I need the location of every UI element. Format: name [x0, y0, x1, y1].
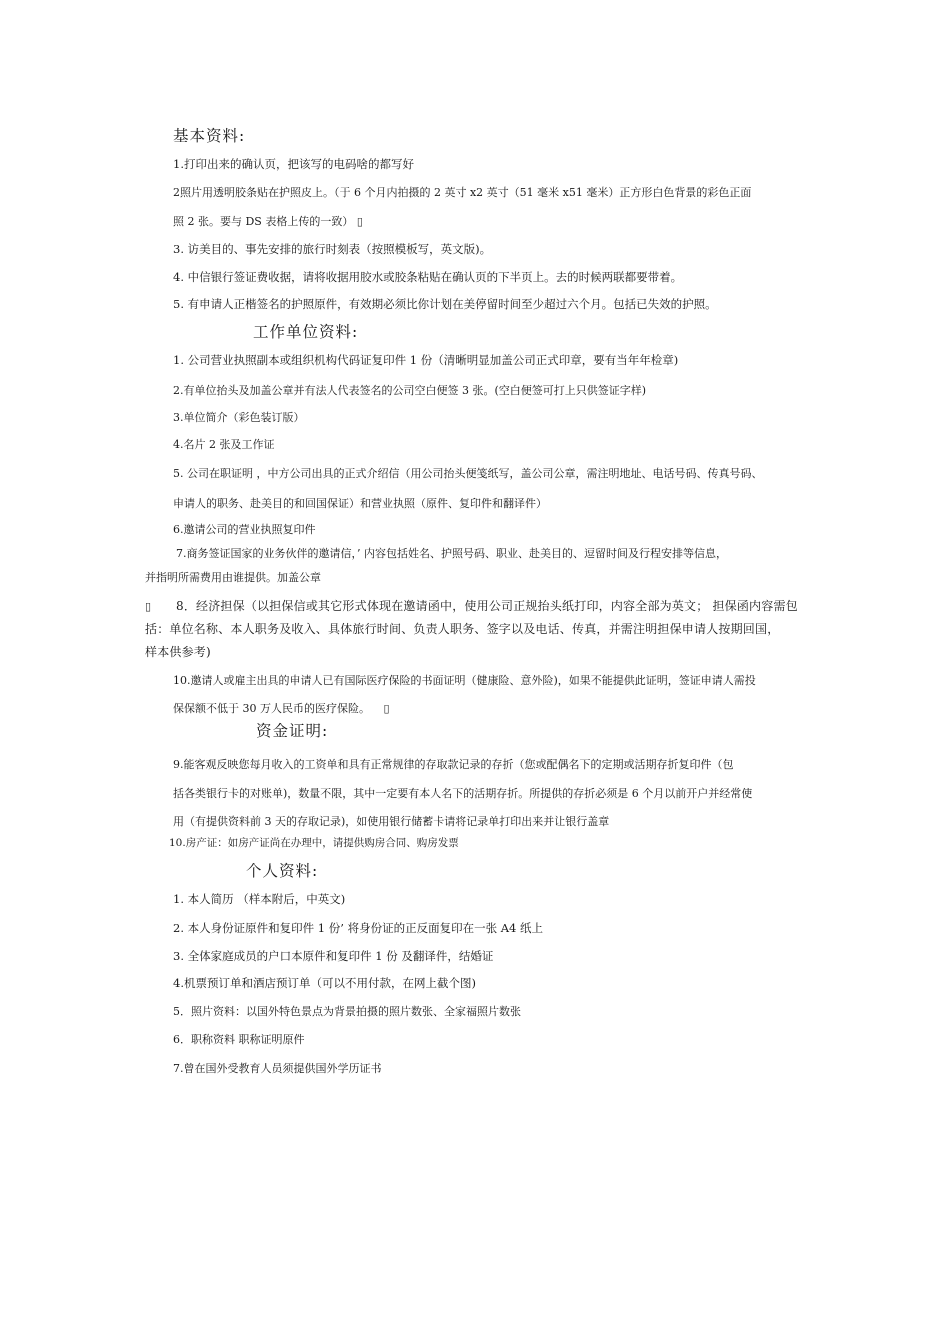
basic-line-4: 3. 访美目的、事先安排的旅行时刻表（按照模板写，英文版)。 [173, 242, 492, 256]
missing-glyph-icon: ▯ [145, 600, 152, 613]
personal-line-5: 5．照片资料：以国外特色景点为背景拍摄的照片数张、全家福照片数张 [173, 1005, 521, 1018]
work-line-14: 保保额不低于 30 万人民币的医疗保险。 [173, 702, 370, 715]
missing-glyph-icon: ▯ [383, 702, 390, 715]
basic-line-2: 2照片用透明胶条贴在护照皮上。（于 6 个月内拍摄的 2 英寸 x2 英寸（51 毫米 x51 毫米）正方形白色背景的彩色正面 [173, 186, 752, 199]
funds-line-3: 用（有提供资料前 3 天的存取记录)，如使用银行储蓄卡请将记录单打印出来并让银行盖章 [173, 815, 610, 828]
missing-glyph-icon: ▯ [356, 215, 363, 228]
funds-line-4: 10.房产证：如房产证尚在办理中，请提供购房合同、购房发票 [169, 837, 459, 849]
work-line-7: 6.邀请公司的营业执照复印件 [173, 523, 316, 536]
personal-line-4: 4.机票预订单和酒店预订单（可以不用付款，在网上截个图) [173, 976, 476, 990]
work-line-10: 8．经济担保（以担保信或其它形式体现在邀请函中，使用公司正规抬头纸打印，内容全部为英文； 担保函内容需包 [176, 599, 798, 613]
basic-line-6: 5. 有申请人正楷签名的护照原件，有效期必须比你计划在美停留时间至少超过六个月。包括已失效的护照。 [173, 297, 717, 311]
funds-line-1: 9.能客观反映您每月收入的工资单和具有正常规律的存取款记录的存折（您或配偶名下的定期或活期存折复印件（包 [173, 758, 734, 771]
basic-line-1: 1.打印出来的确认页，把该写的电码啥的都写好 [173, 157, 414, 171]
basic-line-3: 照 2 张。要与 DS 表格上传的一致） [173, 215, 354, 228]
funds-line-2: 括各类银行卡的对账单)，数量不限，其中一定要有本人名下的活期存折。所提供的存折必须是 6 个月以前开户并经常使 [173, 787, 753, 800]
work-line-12: 样本供参考) [145, 645, 211, 659]
work-line-4: 4.名片 2 张及工作证 [173, 438, 275, 451]
work-line-5: 5. 公司在职证明 ，中方公司出具的正式介绍信（用公司抬头便笺纸写，盖公司公章，需注明地址、电话号码、传真号码、 [173, 467, 763, 480]
section-title-work: 工作单位资料: [253, 323, 359, 341]
personal-line-2: 2. 本人身份证原件和复印件 1 份’ 将身份证的正反面复印在一张 A4 纸上 [173, 921, 543, 935]
work-line-2: 2.有单位抬头及加盖公章并有法人代表签名的公司空白便签 3 张。(空白便签可打上只供签证字样) [173, 384, 647, 397]
section-title-funds: 资金证明: [256, 722, 329, 740]
personal-line-7: 7.曾在国外受教育人员须提供国外学历证书 [173, 1062, 382, 1075]
work-line-9: 并指明所需费用由谁提供。加盖公章 [145, 571, 321, 584]
section-title-basic: 基本资料: [173, 127, 246, 145]
work-line-1: 1. 公司营业执照副本或组织机构代码证复印件 1 份（清晰明显加盖公司正式印章，要有当年年检章) [173, 353, 679, 367]
work-line-11: 括：单位名称、本人职务及收入、具体旅行时间、负责人职务、签字以及电话、传真，并需注明担保申请人按期回国， [145, 622, 780, 636]
work-line-6: 申请人的职务、赴美目的和回国保证）和营业执照（原件、复印件和翻译件） [173, 497, 547, 510]
work-line-3: 3.单位简介（彩色装订版） [173, 411, 305, 424]
personal-line-1: 1. 本人简历 （样本附后，中英文) [173, 892, 346, 906]
section-title-personal: 个人资料: [246, 862, 319, 880]
personal-line-6: 6．职称资料 职称证明原件 [173, 1033, 305, 1046]
basic-line-5: 4. 中信银行签证费收据，请将收据用胶水或胶条粘贴在确认页的下半页上。去的时候两联都要带着。 [173, 270, 683, 284]
work-line-8: 7.商务签证国家的业务伙伴的邀请信，’ 内容包括姓名、护照号码、职业、赴美目的、逗留时间及行程安排等信息， [176, 547, 727, 560]
personal-line-3: 3. 全体家庭成员的户口本原件和复印件 1 份 及翻译件，结婚证 [173, 949, 494, 963]
work-line-13: 10.邀请人或雇主出具的申请人已有国际医疗保险的书面证明（健康险、意外险)，如果不能提供此证明，签证申请人需投 [173, 674, 756, 687]
